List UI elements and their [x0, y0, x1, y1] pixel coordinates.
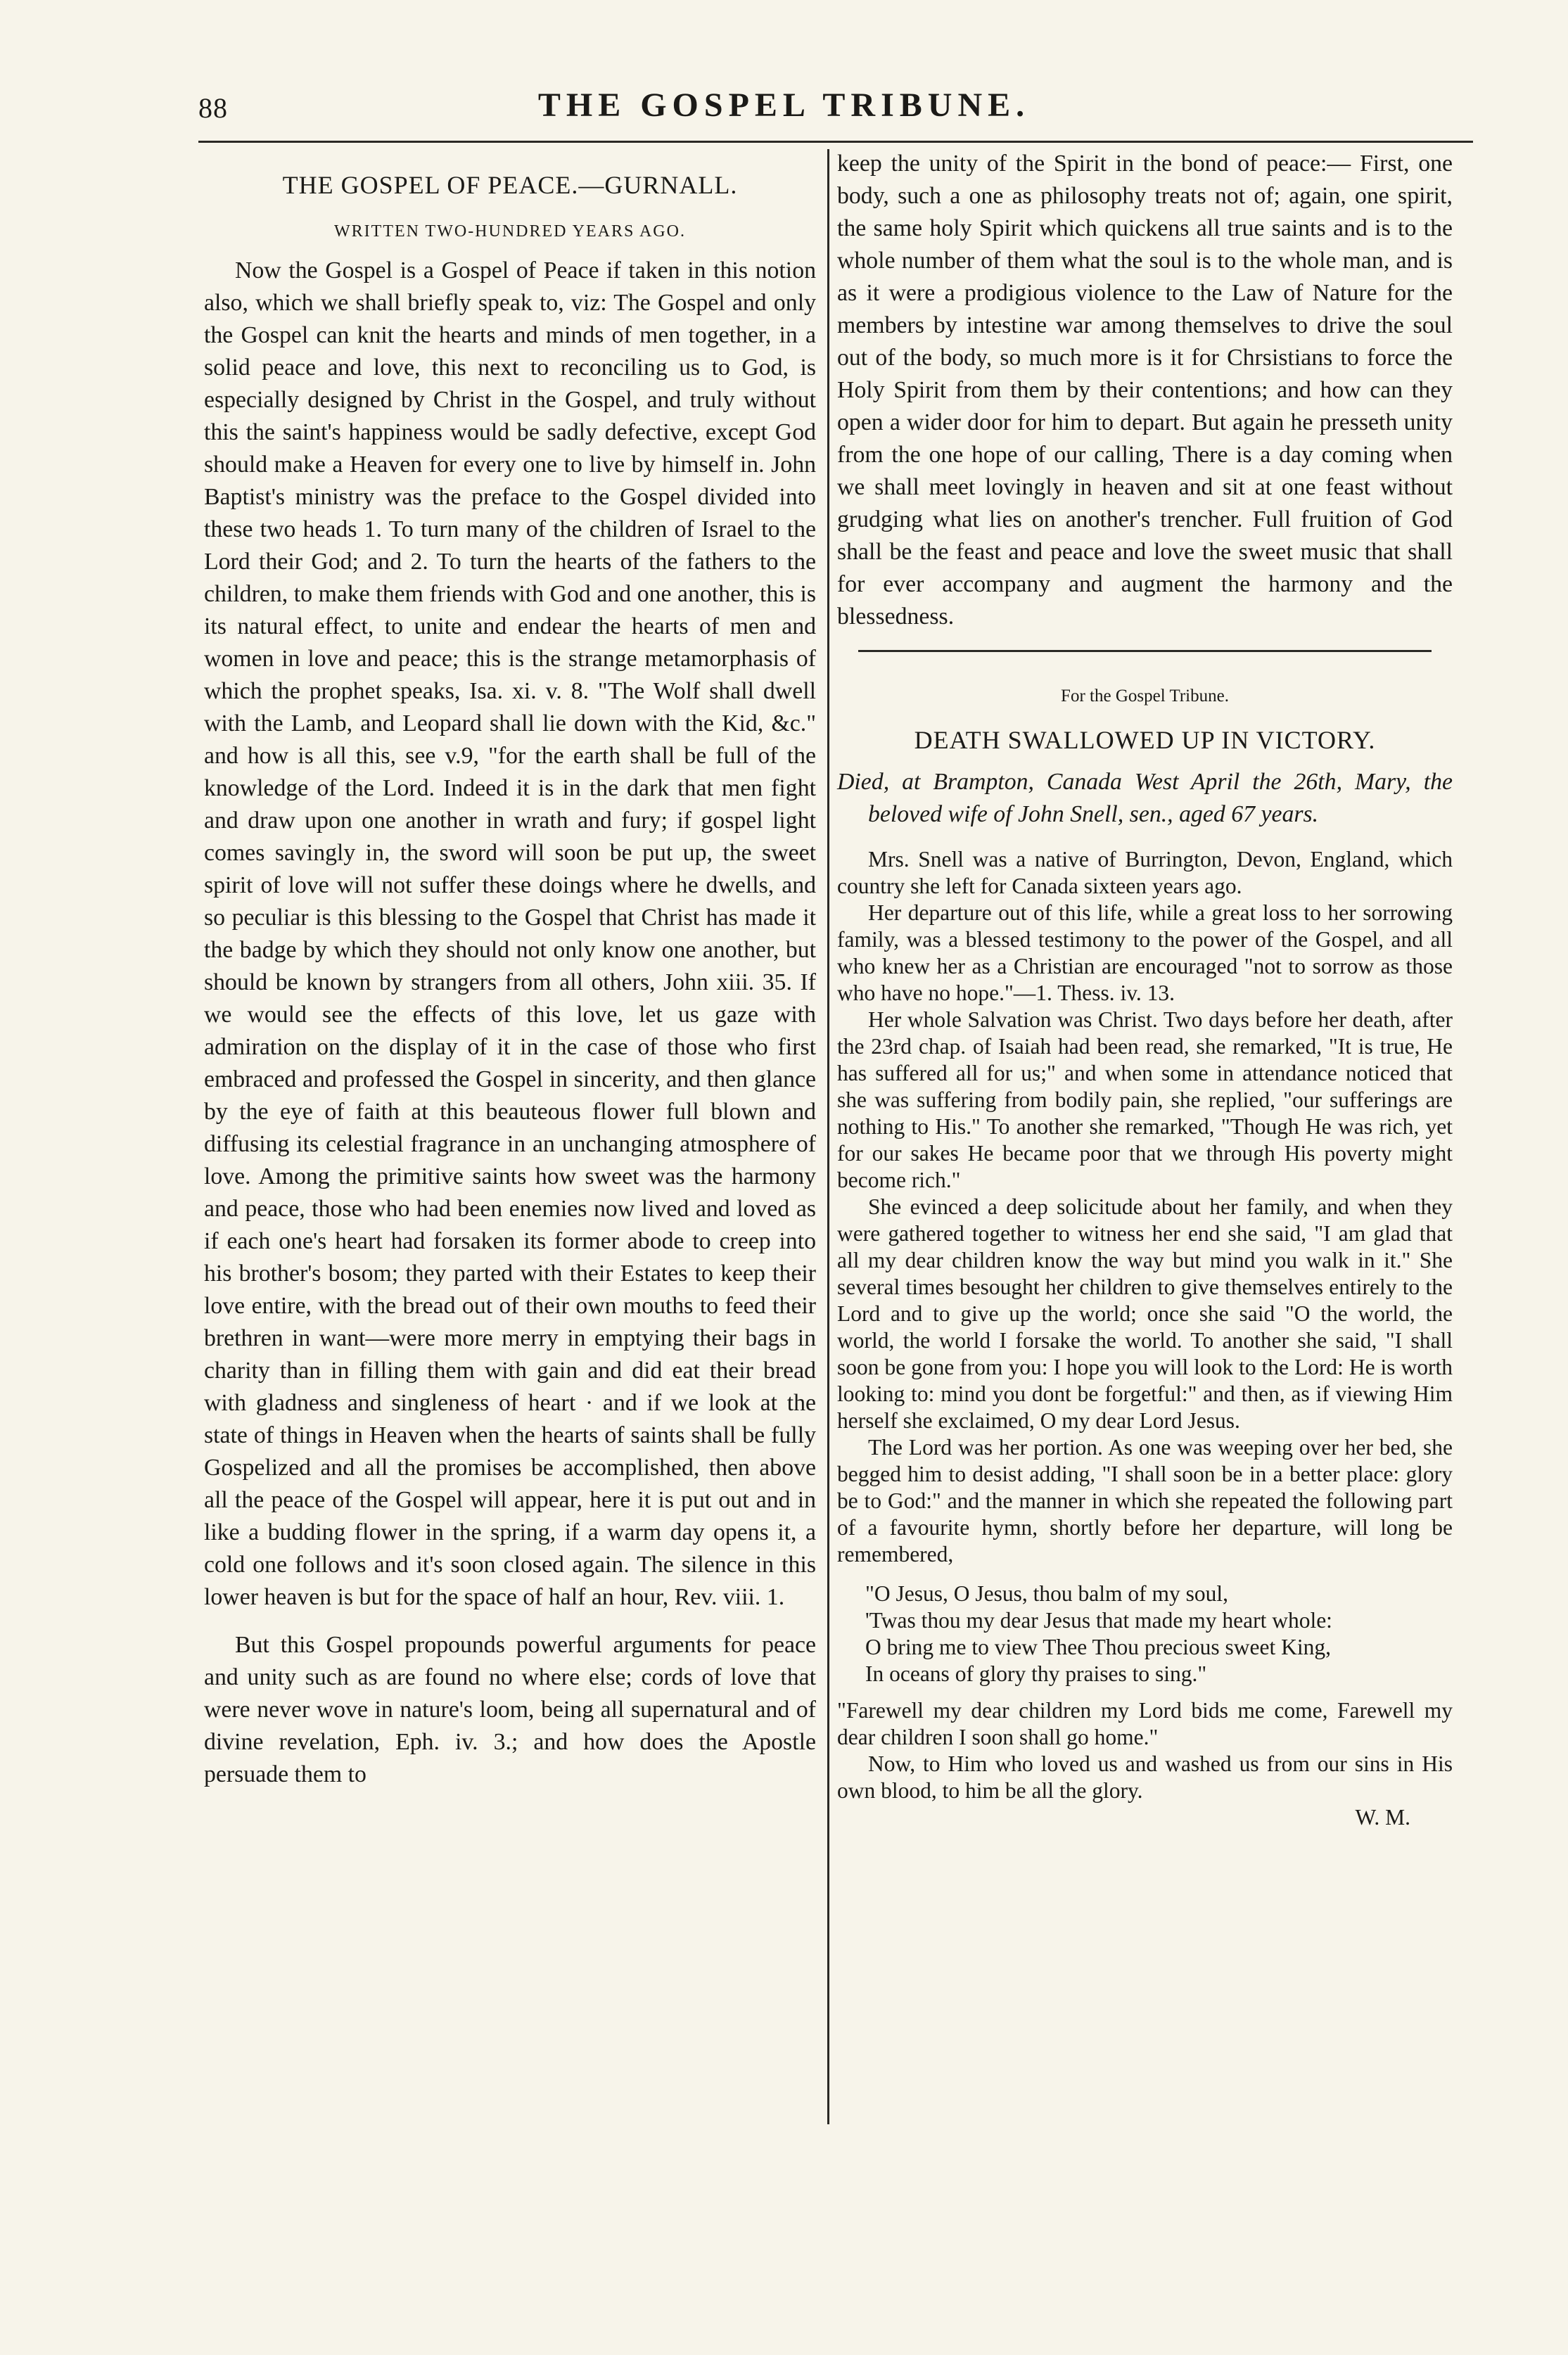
obituary-title: DEATH SWALLOWED UP IN VICTORY.	[914, 726, 1376, 754]
obituary-paragraph: Her departure out of this life, while a great loss to her sorrowing family, was a blessed testimony to the power of the Gospel, and all who knew her as a Christian are encouraged "not to sorrow as those who have no hope."—1. Thess. iv. 13.	[837, 900, 1453, 1005]
column-divider	[827, 149, 829, 2124]
obituary-paragraph: The Lord was her portion. As one was weeping over her bed, she begged him to desist adding, "I shall soon be in a better place: glory be to God:" and the manner in which she repeated the following part of a favourite hymn, shortly before her departure, will long be remembered,	[837, 1435, 1453, 1566]
obituary-paragraph: Mrs. Snell was a native of Burrington, Devon, England, which country she left for Canada sixteen years ago.	[837, 847, 1453, 898]
article-title: THE GOSPEL OF PEACE.—GURNALL.	[282, 171, 738, 199]
journal-title: THE GOSPEL TRIBUNE.	[537, 87, 1031, 124]
page-header	[0, 83, 1568, 132]
verse-line: O bring me to view Thee Thou precious sweet King,	[865, 1635, 1331, 1659]
article-attribution: For the Gospel Tribune.	[1061, 687, 1229, 706]
obituary-notice: Died, at Brampton, Canada West April the 26th, Mary, the beloved wife of John Snell, sen., aged 67 years.	[837, 769, 1453, 827]
article-paragraph-continued: keep the unity of the Spirit in the bond of peace:— First, one body, such a one as philosophy treats not of; again, one spirit, the same holy Spirit which quickens all true saints and is to the whole number of them what the soul is to the whole man, and is as it were a prodigious violence to the Law of Nature for the members by intestine war among themselves to drive the soul out of the body, so much more is it for Chrsistians to force the Holy Spirit from them by their contentions; and how can they open a wider door for him to depart. But again he presseth unity from the one hope of our calling, There is a day coming when we shall meet lovingly in heaven and sit at one feast without grudging what lies on another's trencher. Full fruition of God shall be the feast and peace and love the sweet music that shall for ever accompany and augment the harmony and the blessedness.	[837, 151, 1453, 630]
article-paragraph: But this Gospel propounds powerful arguments for peace and unity such as are found no where else; cords of love that were never wove in nature's loom, being all supernatural and of divine revelation, Eph. iv. 3.; and how does the Apostle persuade them to	[204, 1632, 816, 1787]
article-paragraph: Now the Gospel is a Gospel of Peace if taken in this notion also, which we shall briefly speak to, viz: The Gospel and only the Gospel can knit the hearts and minds of men together, in a solid peace and love, this next to reconciling us to God, is especially designed by Christ in the Gospel, and truly without this the saint's happiness would be sadly defective, except God should make a Heaven for every one to live by himself in. John Baptist's ministry was the preface to the Gospel divided into these two heads 1. To turn many of the children of Israel to the Lord their God; and 2. To turn the hearts of the fathers to the children, to make them friends with God and one another, this is its natural effect, to unite and endear the hearts of men and women in love and peace; this is the strange metamorphasis of which the prophet speaks, Isa. xi. v. 8. "The Wolf shall dwell with the Lamb, and Leopard shall lie down with the Kid, &c." and how is all this, see v.9, "for the earth shall be full of the knowledge of the Lord. Indeed it is in the dark that men fight and draw upon one another in wrath and fury; if gospel light comes savingly in, the sword will soon be put up, the sweet spirit of love will not suffer these doings where he dwells, and so peculiar is this blessing to the Gospel that Christ has made it the badge by which they should not only know one another, but should be known by strangers from all others, John xiii. 35. If we would see the effects of this love, let us gaze with admiration on the display of it in the case of those who first embraced and professed the Gospel in sincerity, and then glance by the eye of faith at this beauteous flower full blown and diffusing its celestial fragrance in an unchanging atmosphere of love. Among the primitive saints how sweet was the harmony and peace, those who had been enemies now lived and loved as if each one's heart had forsaken its former abode to creep into his brother's bosom; they parted with their Estates to keep their love entire, with the bread out of their own mouths to feed their brethren in want—were more merry in emptying their bags in charity than in filling them with gain and did eat their bread with gladness and singleness of heart · and if we look at the state of things in Heaven when the hearts of saints shall be fully Gospelized and all the promises be accomplished, then above all the peace of the Gospel will appear, here it is put out and in like a budding flower in the spring, if a warm day opens it, a cold one follows and it's soon closed again. The silence in this lower heaven is but for the space of half an hour, Rev. viii. 1.	[204, 257, 816, 1610]
header-rule	[198, 141, 1473, 143]
obituary-body	[837, 846, 1453, 1831]
author-signature: W. M.	[1355, 1805, 1410, 1830]
article-subtitle: WRITTEN TWO-HUNDRED YEARS AGO.	[334, 222, 686, 241]
obituary-paragraph: She evinced a deep solicitude about her family, and when they were gathered together to witness her end she said, "I am glad that all my dear children know the way but mind you walk in it." She several times besought her children to give themselves entirely to the Lord and to give up the world; once she said "O the world, the world, the world I forsake the world. To another she said, "I shall soon be gone from you: I hope you will look to the Lord: He is worth looking to: mind you dont be forgetful:" and then, as if viewing Him herself she exclaimed, O my dear Lord Jesus.	[837, 1194, 1453, 1433]
obituary-closing: "Farewell my dear children my Lord bids me come, Farewell my dear children I soon shall go home."	[837, 1698, 1453, 1749]
verse-line: "O Jesus, O Jesus, thou balm of my soul,	[865, 1581, 1228, 1606]
section-rule	[858, 650, 1432, 652]
obituary-paragraph: Her whole Salvation was Christ. Two days before her death, after the 23rd chap. of Isaiah had been read, she remarked, "It is true, He has suffered all for us;" and when some in attendance noticed that she was suffering from bodily pain, she replied, "our sufferings are nothing to His." To another she remarked, "Though He was rich, yet for our sakes He became poor that we through His poverty might become rich."	[837, 1007, 1453, 1192]
page-number: 88	[198, 92, 228, 124]
hymn-verse	[865, 1581, 1453, 1687]
verse-line: In oceans of glory thy praises to sing."	[865, 1661, 1207, 1686]
paragraph-spacer	[204, 1614, 816, 1629]
left-column	[204, 148, 816, 1791]
verse-line: 'Twas thou my dear Jesus that made my heart whole:	[865, 1608, 1332, 1633]
obituary-closing: Now, to Him who loved us and washed us from our sins in His own blood, to him be all the glory.	[837, 1751, 1453, 1803]
right-column	[837, 148, 1453, 1831]
